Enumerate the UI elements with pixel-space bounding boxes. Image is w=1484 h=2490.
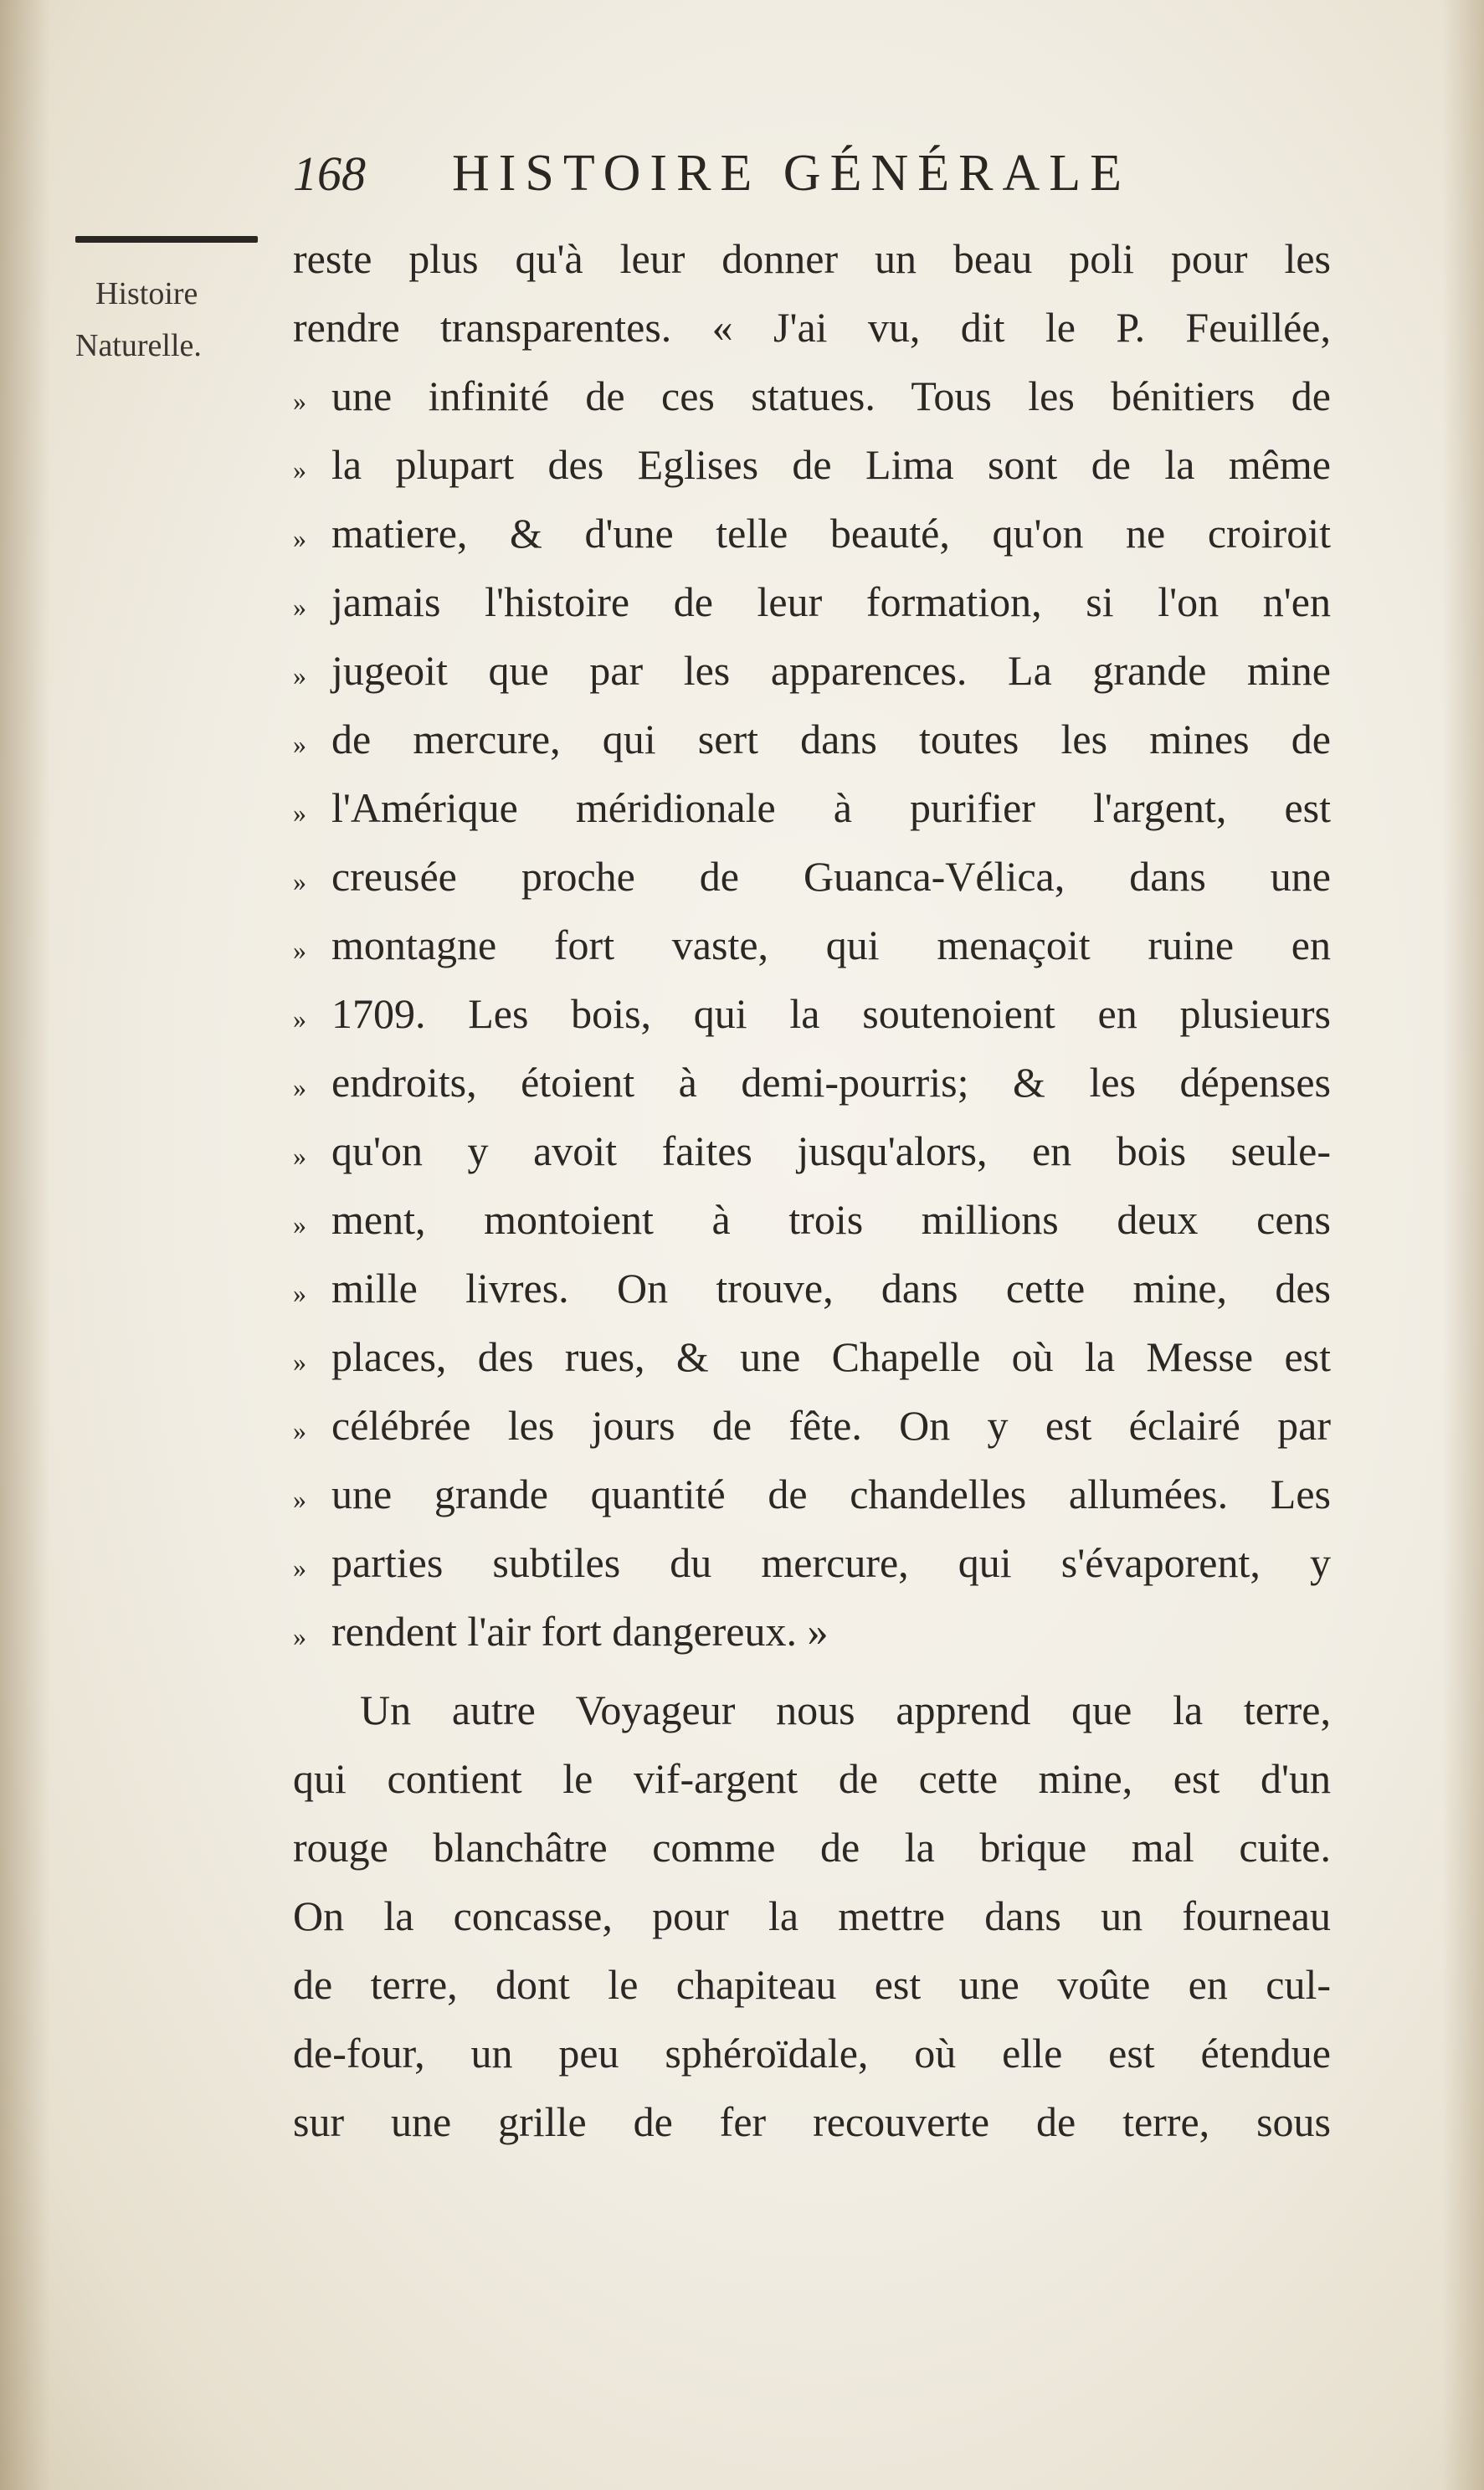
- text-line-content: qui contient le vif-argent de cette mine, est d'un: [293, 1755, 1331, 1802]
- quote-marker: »: [293, 1620, 306, 1651]
- text-line: [293, 1528, 1331, 1597]
- text-line-content: sur une grille de fer recouverte de terre, sous: [293, 2098, 1331, 2145]
- text-line: [293, 1391, 1331, 1460]
- text-line: [293, 2087, 1331, 2156]
- text-line-content: la plupart des Eglises de Lima sont de la même: [331, 441, 1331, 488]
- running-title: HISTOIRE GÉNÉRALE: [452, 145, 1131, 202]
- text-line: [293, 842, 1331, 911]
- quote-marker: »: [293, 1414, 306, 1445]
- text-line-content: reste plus qu'à leur donner un beau poli pour les: [293, 235, 1331, 282]
- page-number: 168: [293, 146, 366, 201]
- quote-marker: »: [293, 1277, 306, 1308]
- page-header: [293, 141, 1331, 208]
- text-line: [293, 430, 1331, 499]
- margin-note-line: Histoire: [95, 276, 198, 311]
- body-text: [293, 224, 1331, 2156]
- text-line-content: 1709. Les bois, qui la soutenoient en plusieurs: [331, 990, 1331, 1037]
- text-line: [293, 773, 1331, 842]
- quote-marker: »: [293, 934, 306, 965]
- text-line-content: jugeoit que par les apparences. La grande mine: [331, 647, 1331, 694]
- text-line: [293, 2019, 1331, 2087]
- text-line-content: matiere, & d'une telle beauté, qu'on ne croiroit: [331, 510, 1331, 557]
- text-line: [293, 1460, 1331, 1528]
- text-line-content: ment, montoient à trois millions deux cens: [331, 1196, 1331, 1243]
- text-line-content: mille livres. On trouve, dans cette mine, des: [331, 1265, 1331, 1312]
- text-line: [293, 1882, 1331, 1950]
- text-line-content: jamais l'histoire de leur formation, si l'on n'en: [331, 578, 1331, 625]
- text-line: [293, 499, 1331, 567]
- text-line-content: une infinité de ces statues. Tous les bénitiers de: [331, 372, 1331, 419]
- text-line-content: rendent l'air fort dangereux. »: [331, 1608, 829, 1655]
- quote-marker: »: [293, 865, 306, 896]
- text-line: [293, 362, 1331, 430]
- quote-marker: »: [293, 454, 306, 485]
- text-line: [293, 1950, 1331, 2019]
- text-line: [293, 1813, 1331, 1882]
- text-line: [293, 1185, 1331, 1254]
- quote-marker: »: [293, 1209, 306, 1240]
- text-line: [293, 1676, 1331, 1744]
- text-line-content: parties subtiles du mercure, qui s'évaporent, y: [331, 1539, 1331, 1586]
- text-line-content: qu'on y avoit faites jusqu'alors, en bois seule-: [331, 1127, 1331, 1174]
- text-line-content: endroits, étoient à demi-pourris; & les dépenses: [331, 1059, 1331, 1106]
- text-line-content: rouge blanchâtre comme de la brique mal cuite.: [293, 1824, 1331, 1871]
- text-line: [293, 705, 1331, 773]
- text-line: [293, 1048, 1331, 1117]
- text-line-content: montagne fort vaste, qui menaçoit ruine en: [331, 922, 1331, 968]
- text-line: [293, 1117, 1331, 1185]
- text-line: [293, 1744, 1331, 1813]
- text-line: [293, 224, 1331, 293]
- quote-marker: »: [293, 728, 306, 759]
- margin-note: [75, 236, 276, 372]
- text-line-content: l'Amérique méridionale à purifier l'argent, est: [331, 784, 1331, 831]
- quote-marker: »: [293, 660, 306, 691]
- text-line-content: de-four, un peu sphéroïdale, où elle est étendue: [293, 2030, 1331, 2077]
- quote-marker: »: [293, 1071, 306, 1102]
- text-line: [293, 979, 1331, 1048]
- quote-marker: »: [293, 522, 306, 553]
- quote-marker: »: [293, 385, 306, 416]
- text-line: [293, 911, 1331, 979]
- quote-marker: »: [293, 1483, 306, 1514]
- text-line: [293, 1322, 1331, 1391]
- margin-rule: [75, 236, 258, 243]
- text-line: [293, 1597, 1331, 1666]
- text-line: [293, 567, 1331, 636]
- text-line-content: On la concasse, pour la mettre dans un fourneau: [293, 1892, 1331, 1939]
- text-line: [293, 636, 1331, 705]
- text-line-content: rendre transparentes. « J'ai vu, dit le P. Feuillée,: [293, 304, 1331, 351]
- text-line: [293, 1254, 1331, 1322]
- text-line-content: de mercure, qui sert dans toutes les mines de: [331, 716, 1331, 762]
- text-line: [293, 293, 1331, 362]
- quote-marker: »: [293, 797, 306, 828]
- text-line-content: creusée proche de Guanca-Vélica, dans une: [331, 853, 1331, 900]
- text-line-content: célébrée les jours de fête. On y est éclairé par: [331, 1402, 1331, 1449]
- text-line-content: Un autre Voyageur nous apprend que la terre,: [360, 1687, 1331, 1733]
- text-line-content: places, des rues, & une Chapelle où la Messe est: [331, 1333, 1331, 1380]
- quote-marker: »: [293, 1140, 306, 1171]
- quote-marker: »: [293, 591, 306, 622]
- quote-marker: »: [293, 1552, 306, 1583]
- text-line-content: une grande quantité de chandelles allumées. Les: [331, 1471, 1331, 1517]
- quote-marker: »: [293, 1346, 306, 1377]
- margin-note-line: Naturelle.: [75, 328, 202, 363]
- text-line-content: de terre, dont le chapiteau est une voûte en cul-: [293, 1961, 1331, 2008]
- quote-marker: »: [293, 1003, 306, 1034]
